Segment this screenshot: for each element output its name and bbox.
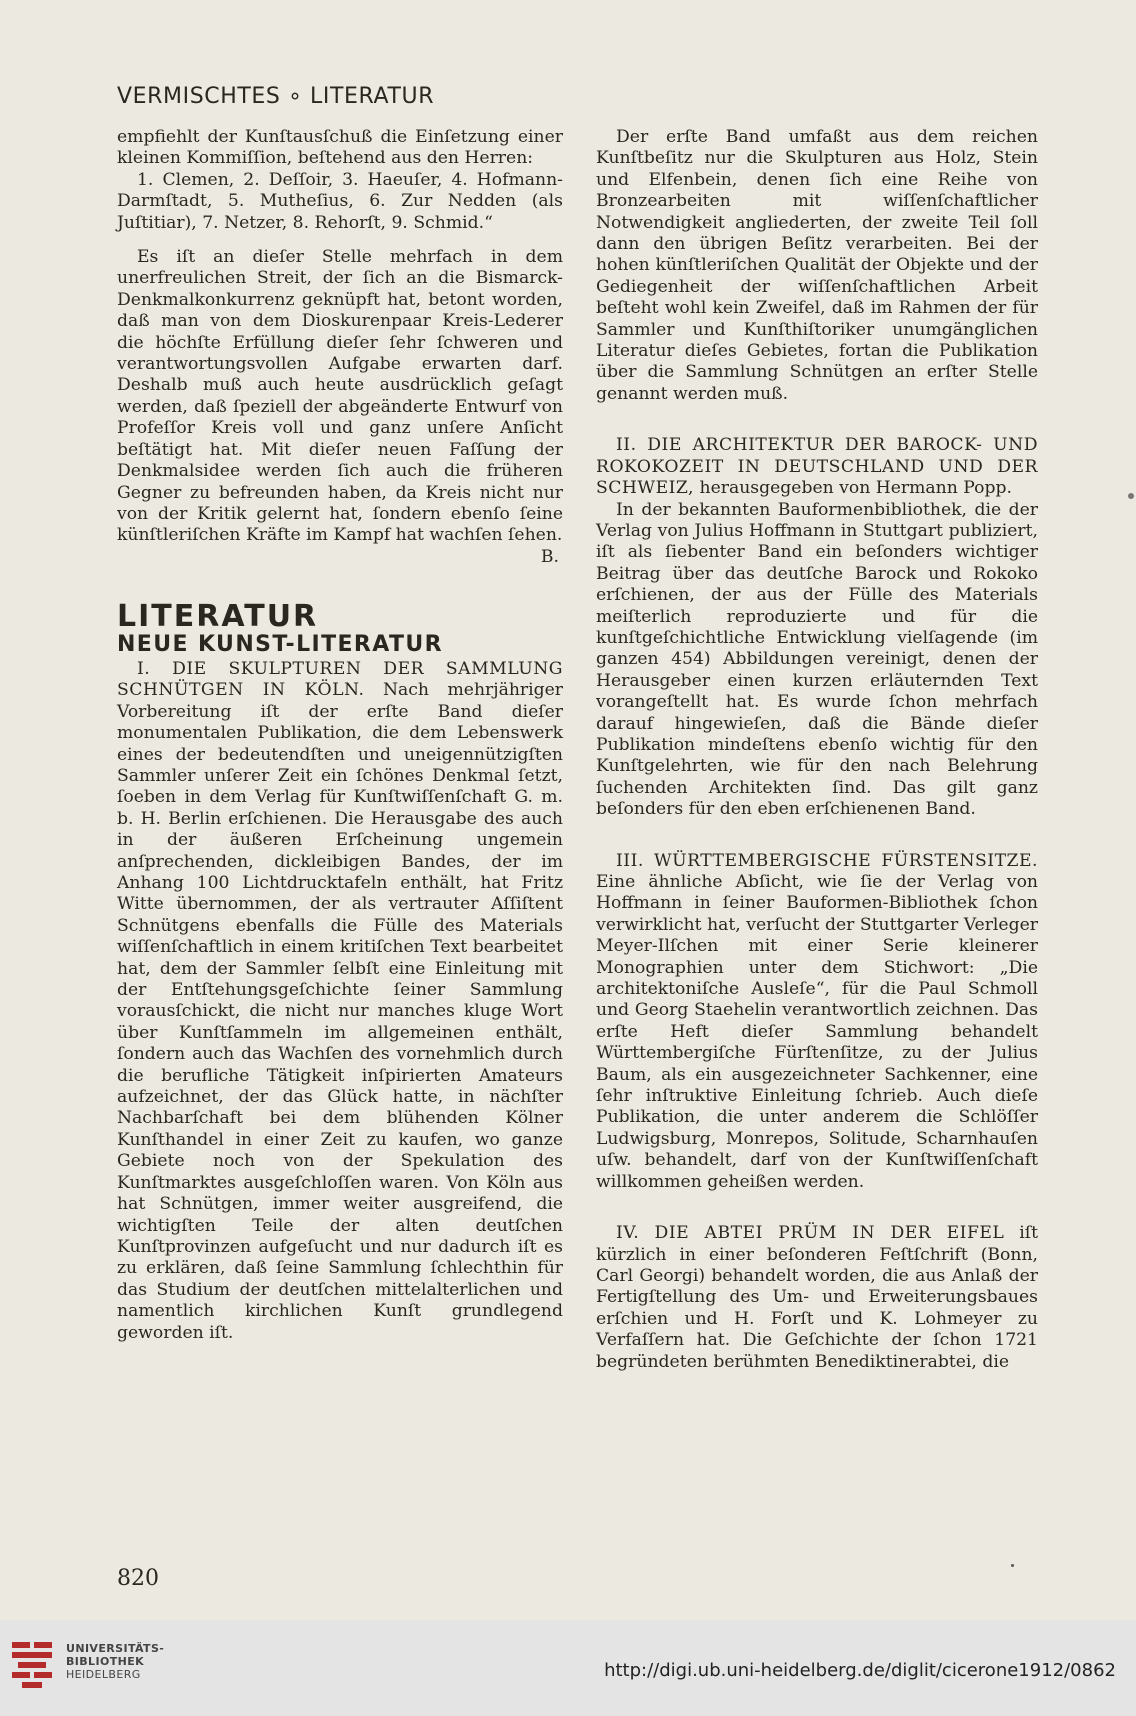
digitization-footer bbox=[0, 1620, 1136, 1716]
paragraph bbox=[596, 435, 1038, 499]
section-heading: LITERATUR bbox=[117, 599, 319, 635]
item-text: Eine ähnliche Abſicht, wie ſie der Verlag von Hoffmann in ſeiner Bauformen-Bibliothek ſchon verwirklicht hat, verſucht der Stuttgarter Verleger Meyer-Ilſchen mit einer Serie kleinerer Monographien unter dem Stichwort: „Die architektoniſche Ausleſe“, für die Paul Schmoll und Georg Staehelin verantwortlich zeichnen. Das erſte Heft dieſer Sammlung behandelt Württembergiſche Fürſtenſitze, zu der Julius Baum, als ein ausgezeichneter Sachkenner, eine ſehr inſtruktive Einleitung ſchrieb. Auch dieſe Publikation, die unter anderem die Schlöſſer Ludwigsburg, Monrepos, Solitude, Scharnhauſen uſw. behandelt, darf von der Kunſtwiſſenſchaft willkommen geheißen werden. bbox=[596, 872, 1038, 1192]
running-header: VERMISCHTES ∘ LITERATUR bbox=[117, 84, 435, 109]
library-name-line: UNIVERSITÄTS- bbox=[66, 1642, 165, 1655]
library-name-line: BIBLIOTHEK bbox=[66, 1655, 145, 1668]
paragraph: empfiehlt der Kunſtausſchuß die Einſetzung einer kleinen Kommiſſion, beſtehend aus den Herren: bbox=[117, 127, 563, 169]
library-name-line: HEIDELBERG bbox=[66, 1668, 141, 1681]
paragraph bbox=[596, 1223, 1038, 1373]
item-title: II. DIE ARCHITEKTUR DER BAROCK- UND ROKOKOZEIT IN DEUTSCHLAND UND DER SCHWEIZ, bbox=[596, 435, 1038, 499]
item-text: herausgegeben von Hermann Popp. bbox=[699, 478, 1012, 499]
scan-speck bbox=[1128, 493, 1134, 499]
paragraph: Es iſt an dieſer Stelle mehrfach in dem unerfreulichen Streit, der ſich an die Bismarck-Denkmalkonkurrenz geknüpft hat, betont worden, daß man von dem Dioskurenpaar Kreis-Lederer die höchſte Erfüllung dieſer ſehr ſchweren und verantwortungsvollen Aufgabe erwarten darf. Deshalb muß auch heute ausdrücklich geſagt werden, daß ſpeziell der abgeänderte Entwurf von Profeſſor Kreis voll und ganz unſere Anſicht beſtätigt hat. Mit dieſer neuen Faſſung der Denkmalsidee werden ſich auch die früheren Gegner zu befreunden haben, da Kreis nicht nur von der Kritik gelernt hat, ſondern ebenſo ſeine künſtleriſchen Kräfte im Kampf hat wachſen ſehen. bbox=[117, 247, 563, 546]
scan-speck bbox=[1011, 1564, 1014, 1567]
left-column bbox=[117, 127, 563, 1344]
item-text: iſt kürzlich in einer beſonderen Feſtſchrift (Bonn, Carl Georgi) behandelt worden, die aus Anlaß der Fertigſtellung des Um- und Erweiterungsbaues erſchien und H. Forſt und K. Lohmeyer zu Verfaſſern hat. Die Geſchichte der ſchon 1721 begründeten berühmten Benediktinerabtei, die bbox=[596, 1223, 1038, 1372]
paragraph: In der bekannten Bauformenbibliothek, die der Verlag von Julius Hoffmann in Stuttgart publiziert, iſt als ſiebenter Band ein beſonders wichtiger Beitrag über das deutſche Barock und Rokoko erſchienen, der aus der Fülle des Materials meiſterlich reproduzierte und für die kunſtgeſchichtliche Entwicklung vielſagende (im ganzen 454) Abbildungen vereinigt, denen der Herausgeber einen kurzen erläuternden Text vorangeſtellt hat. Es wurde ſchon mehrfach darauf hingewieſen, daß die Bände dieſer Publikation mindeſtens ebenſo wichtig für den Kunſtgelehrten, wie für den nach Belehrung ſuchenden Architekten ſind. Das gilt ganz beſonders für den eben erſchienenen Band. bbox=[596, 499, 1038, 820]
item-title: III. WÜRTTEMBERGISCHE FÜRSTENSITZE. bbox=[616, 850, 1038, 871]
page-number: 820 bbox=[117, 1566, 159, 1591]
library-logo-icon bbox=[8, 1638, 56, 1698]
library-name bbox=[66, 1642, 164, 1681]
paragraph: Der erſte Band umfaßt aus dem reichen Kunſtbeſitz nur die Skulpturen aus Holz, Stein und Elfenbein, denen ſich eine Reihe von Bronzearbeiten mit wiſſenſchaftlicher Notwendigkeit angliederten, der zweite Teil ſoll dann den übrigen Beſitz verarbeiten. Bei der hohen künſtleriſchen Qualität der Objekte und der Gediegenheit der wiſſenſchaftlichen Arbeit beſteht wohl kein Zweifel, daß im Rahmen der für Sammler und Kunſthiſtoriker unumgänglichen Literatur dieſes Gebietes, fortan die Publikation über die Sammlung Schnütgen an erſter Stelle genannt werden muß. bbox=[596, 127, 1038, 404]
paragraph: 1. Clemen, 2. Deſſoir, 3. Haeuſer, 4. Hofmann-Darmſtadt, 5. Mutheſius, 6. Zur Nedden (als Juſtitiar), 7. Netzer, 8. Rehorſt, 9. Schmid.“ bbox=[117, 169, 563, 233]
paragraph bbox=[117, 659, 563, 1344]
item-title: I. DIE SKULPTUREN DER SAMMLUNG SCHNÜTGEN IN KÖLN. bbox=[117, 658, 563, 701]
item-text: Nach mehrjähriger Vorbereitung iſt der erſte Band dieſer monumentalen Publikation, die dem Lebenswerk eines der bedeutendſten und uneigennützigſten Sammler unſerer Zeit ein ſchönes Denkmal ſetzt, ſoeben in dem Verlag für Kunſtwiſſenſchaft G. m. b. H. Berlin erſchienen. Die Herausgabe des auch in der äußeren Erſcheinung ungemein anſprechenden, dickleibigen Bandes, der im Anhang 100 Lichtdrucktafeln enthält, hat Fritz Witte übernommen, der als vertrauter Aſſiſtent Schnütgens ebenfalls die Fülle des Materials wiſſenſchaftlich in einem kritiſchen Text bearbeitet hat, dem der Sammler ſelbſt eine Einleitung mit der Entſtehungsgeſchichte ſeiner Sammlung vorausſchickt, die nicht nur manches kluge Wort über Kunſtſammeln im allgemeinen enthält, ſondern auch das Wachſen des vornehmlich durch die berufliche Tätigkeit inſpirierten Amateurs aufzeichnet, der das Glück hatte, in nächſter Nachbarſchaft bei dem blühenden Kölner Kunſthandel in einer Zeit zu kaufen, wo ganze Gebiete noch von der Spekulation des Kunſtmarktes ausgeſchloſſen waren. Von Köln aus hat Schnütgen, immer weiter ausgreifend, die wichtigſten Teile der alten deutſchen Kunſtprovinzen aufgeſucht und nur dadurch iſt es zu erklären, daß ſeine Sammlung ſchlechthin für das Studium der deutſchen mittelalterlichen und namentlich kirchlichen Kunſt grundlegend geworden iſt. bbox=[117, 680, 563, 1343]
item-title: IV. DIE ABTEI PRÜM IN DER EIFEL bbox=[616, 1223, 1005, 1244]
source-url-link[interactable]: http://digi.ub.uni-heidelberg.de/diglit/cicerone1912/0862 bbox=[604, 1660, 1116, 1681]
right-column bbox=[596, 127, 1038, 1373]
subsection-heading: NEUE KUNST-LITERATUR bbox=[117, 631, 443, 657]
paragraph bbox=[596, 851, 1038, 1194]
signature: B. bbox=[540, 546, 559, 567]
